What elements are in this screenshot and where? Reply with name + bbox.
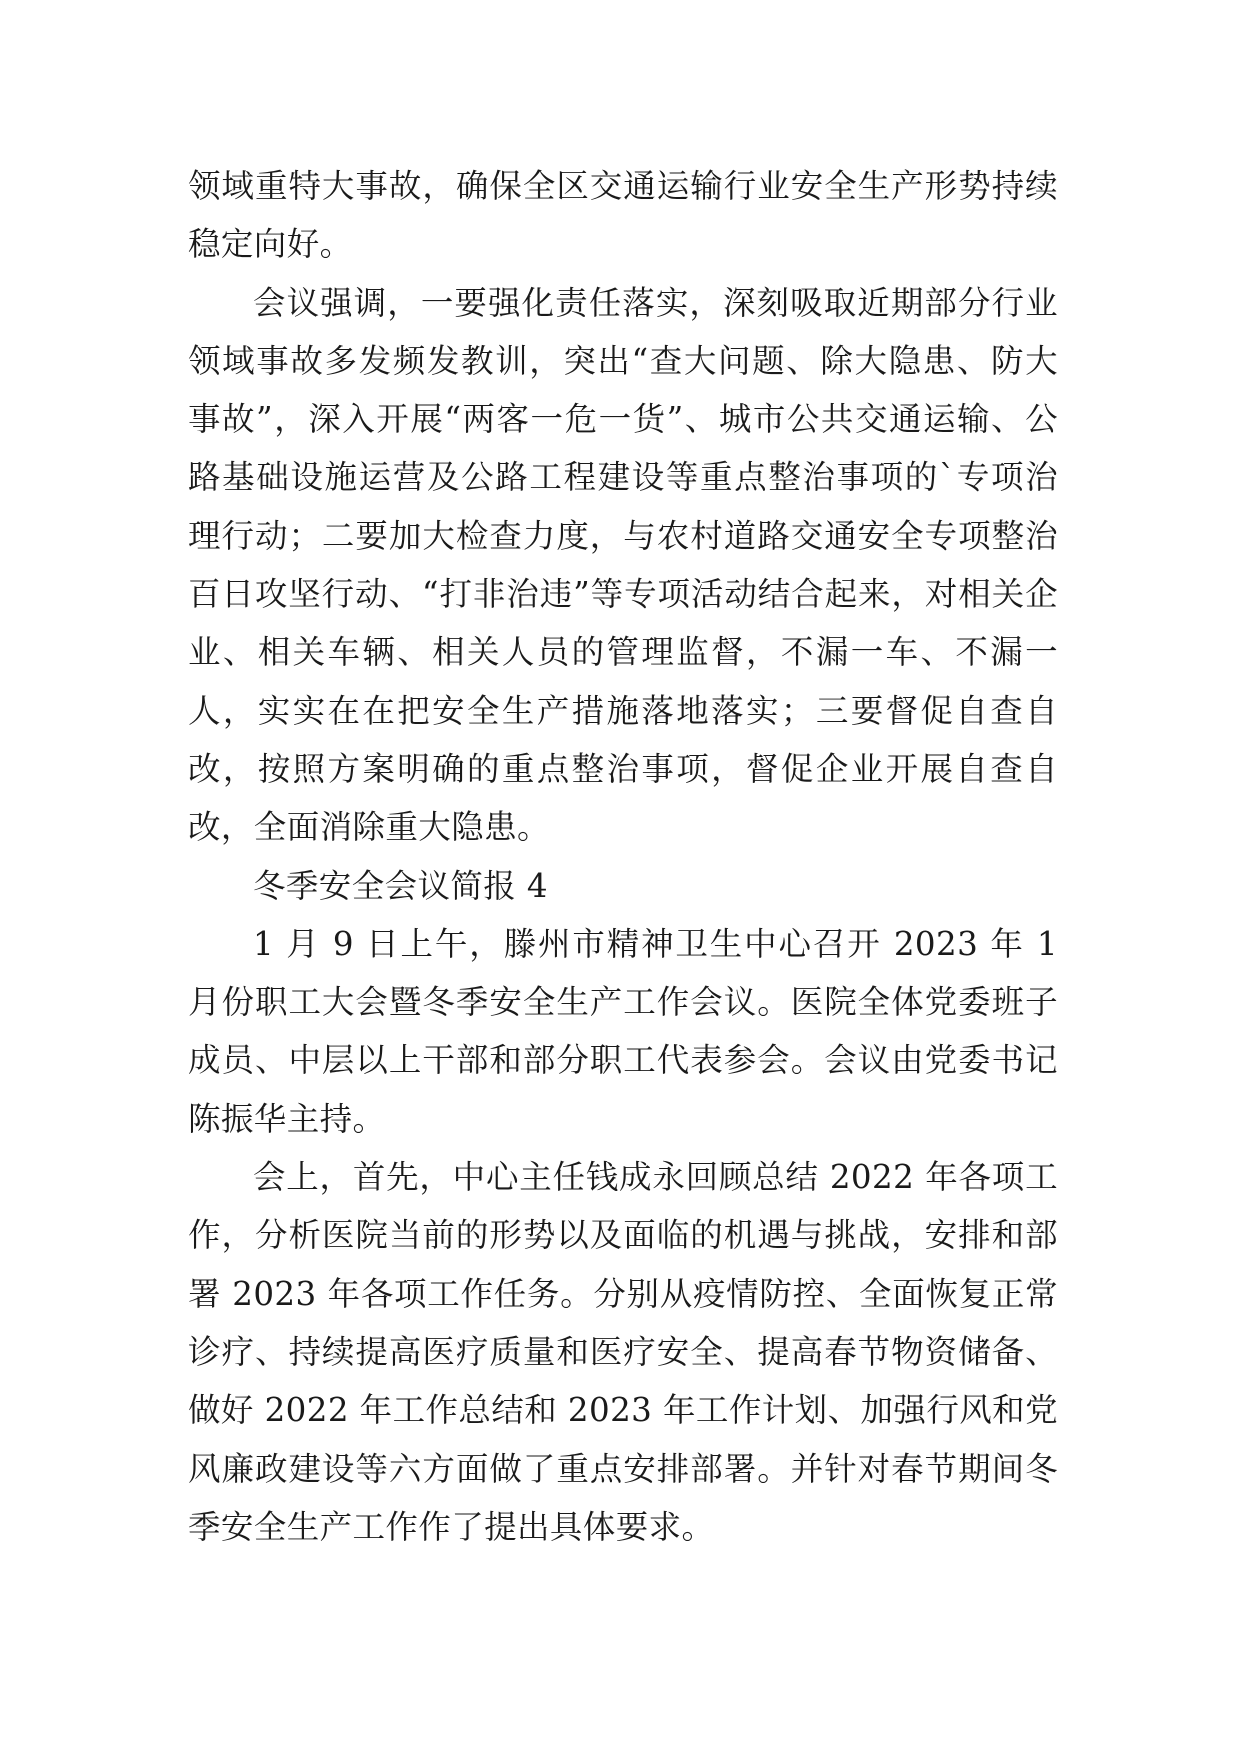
paragraph-meeting-emphasis: 会议强调，一要强化责任落实，深刻吸取近期部分行业领域事故多发频发教训，突出“查大问题、除大隐患、防大事故”，深入开展“两客一危一货”、城市公共交通运输、公路基础设施运营及公路工程建设等重点整治事项的`专项治理行动；二要加大检查力度，与农村道路交通安全专项整治百日攻坚行动、“打非治违”等专项活动结合起来，对相关企业、相关车辆、相关人员的管理监督，不漏一车、不漏一人，实实在在把安全生产措施落地落实；三要督促自查自改，按照方案明确的重点整治事项，督促企业开展自查自改，全面消除重大隐患。 [188,283,1058,847]
paragraph-meeting-content: 会上，首先，中心主任钱成永回顾总结 2022 年各项工作，分析医院当前的形势以及面临的机遇与挑战，安排和部署 2023 年各项工作任务。分别从疫情防控、全面恢复正常诊疗、持续提高医疗质量和医疗安全、提高春节物资储备、做好 2022 年工作总结和 2023 年工作计划、加强行风和党风廉政建设等六方面做了重点安排部署。并针对春节期间冬季安全生产工作作了提出具体要求。 [188,1158,1058,1546]
paragraph-continuation: 领域重特大事故，确保全区交通运输行业安全生产形势持续稳定向好。 [188,167,1058,264]
document-body [188,157,1058,1556]
paragraph-meeting-intro: 1 月 9 日上午，滕州市精神卫生中心召开 2023 年 1 月份职工大会暨冬季安全生产工作会议。医院全体党委班子成员、中层以上干部和部分职工代表参会。会议由党委书记陈振华主持。 [188,924,1058,1138]
section-heading: 冬季安全会议简报 4 [253,866,549,905]
